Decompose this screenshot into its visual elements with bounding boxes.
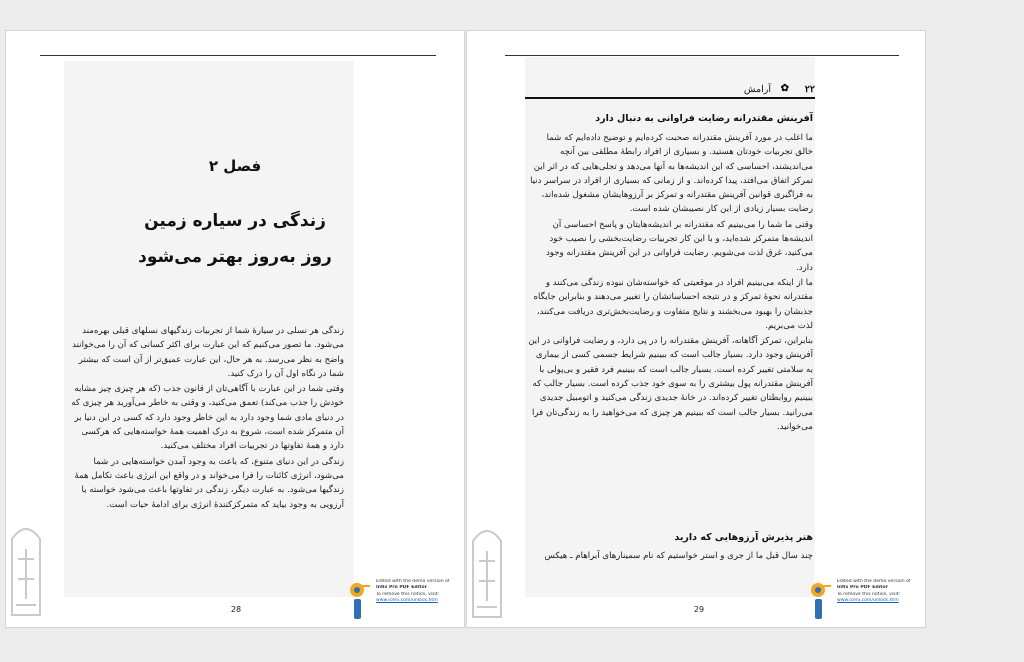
paragraph: ما اغلب در مورد آفرینش مقتدرانه صحبت کرده‌ایم و توضیح داده‌ایم که شما خالق تجربیات خودتان هستید. و بسیاری از افراد رابطهٔ مطلقی بین آنچه می‌اندیشند، احساسی که این اندیشه‌ها به آنها می‌دهد و تجلی‌هایی که در اثر این تمرکز اتفاق می‌افتد، پیدا کرده‌اند. و از زمانی که بسیاری از افراد در سراسر دنیا به فراگیری قوانین آفرینش مقتدرانه و تمرکز بر آرزوهایشان مشغول شده‌اند، رضایت بسیار زیادی از این کار نصیبشان شده است. [530,133,813,215]
paragraph: زندگی هر نسلی در سیارهٔ شما از تجربیات زندگیهای نسلهای قبلی بهره‌مند می‌شود. ما تصور می‌کنیم که این عبارت برای اکثر کسانی که آن را می‌خوانند واضح به نظر می‌رسد. به هر حال، این عبارت عمیق‌تر از آن است که بیشتر شما در نگاه اول آن را درک کنید. [72,326,344,379]
paragraph: ما از اینکه می‌بینیم افراد در موقعیتی که خواسته‌شان نبوده زندگی می‌کنند و مقتدرانه نحوهٔ تمرکز و در نتیجه احساساتشان را تغییر می‌دهند و بنابراین جایگاه جذبشان را بهبود می‌بخشند و نتایج متفاوت و رضایت‌بخش‌تری دریافت می‌کنند، لذت می‌بریم. [533,277,813,331]
infix-i-logo-icon [350,581,372,621]
running-head [525,85,815,99]
section-title: هنر پذیرش آرزوهایی که دارید [674,532,813,543]
running-head-title: آرامش [743,84,771,95]
demo-notice-line3: To remove this notice, visit: [837,592,901,598]
demo-notice-line2: Infix Pro PDF Editor [837,584,888,590]
top-rule [40,55,436,56]
running-head-number: ۲۲ [804,84,815,95]
page-number: 29 [693,605,705,614]
paragraph: وقتی شما در این عبارت با آگاهی‌تان از قانون جذب (که هر چیزی چیز مشابه خودش را جذب می‌کند) تعمق می‌کنید، و وقتی به خاطر می‌آورید هر چیزی که در دنیای مادی شما وجود دارد به این خاطر وجود دارد که کسی در این دنیا بر آن متمرکز شده است، شروع به درک اهمیت همهٔ خواسته‌هایی که هرکسی دارد و همهٔ تفاوتها در تجربیات افراد مختلف می‌کنید. [71,384,344,452]
chapter-body [68,324,344,513]
demo-notice-line3: To remove this notice, visit: [376,592,440,598]
demo-notice-link[interactable]: www.iceni.com/unlock.htm [376,597,438,603]
demo-notice [350,579,462,625]
chapter-title-line1: زندگی در سیاره زمین [144,211,326,231]
section-body [527,549,813,564]
stamp-watermark-icon [471,521,503,621]
chapter-label: فصل ۲ [208,157,262,175]
demo-notice-link[interactable]: www.iceni.com/unlock.htm [837,597,899,603]
paragraph: چند سال قبل ما از جری و استر خواستیم که نام سمینارهای آبراهام ـ هیکس [544,551,813,561]
demo-notice-line2: Infix Pro PDF Editor [376,584,427,590]
ornament-icon: ✿ [780,83,789,94]
demo-notice-line1: Edited with the demo version of [376,579,450,584]
infix-i-logo-icon [811,581,833,621]
section-body [527,131,813,435]
top-rule [505,55,899,56]
page-28 [5,30,465,628]
demo-notice [811,579,923,625]
section-title: آفرینش مقتدرانه رضایت فراوانی به دنبال دارد [595,113,813,124]
stamp-watermark-icon [10,519,42,619]
page-number: 28 [230,605,242,614]
paragraph: زندگی در این دنیای متنوع، که باعث به وجود آمدن خواسته‌هایی در شما می‌شود، انرژی کائنات را فرا می‌خواند و در واقع این انرژی باعث تکامل همهٔ زندگیها می‌شود. به عبارت دیگر، زندگی در تفاوتها باعث می‌شود خواسته یا آرزویی به وجود بیاید که متمرکزکنندهٔ انرژی برای ادامهٔ حیات است. [74,456,344,510]
demo-notice-line1: Edited with the demo version of [837,579,911,584]
paragraph: وقتی ما شما را می‌بینیم که مقتدرانه بر اندیشه‌هایتان و پاسخ احساسی آن اندیشه‌ها متمرکز شده‌اید، و با این کار تجربیات رضایت‌بخشی را نصیب خود می‌کنید، غرق لذت می‌شویم. رضایت فراوانی در این آفرینش مقتدرانه وجود دارد. [545,219,813,273]
paragraph: بنابراین، تمرکز آگاهانه، آفرینش مقتدرانه را در پی دارد، و رضایت فراوانی در این آفرینش وجود دارد. بسیار جالب است که ببینیم شرایط جسمی کسی از بیماری به سلامتی تغییر کرده است. بسیار جالب است که ببینیم فرد فقیر و بی‌پولی با آفرینش مقتدرانه پول بیشتری را به سوی خود جذب کرده است. بسیار جالب که ببینیم روابطتان تغییر کرده‌اند. در خانهٔ جدیدی زندگی می‌کنید و اتومبیل جدیدی می‌رانید. بسیار جالب است که ببینیم هر چیزی که می‌خواهید را به زندگی‌تان فرا می‌خوانید. [528,336,813,432]
chapter-title-line2: روز به‌روز بهتر می‌شود [138,247,332,267]
page-29 [466,30,926,628]
